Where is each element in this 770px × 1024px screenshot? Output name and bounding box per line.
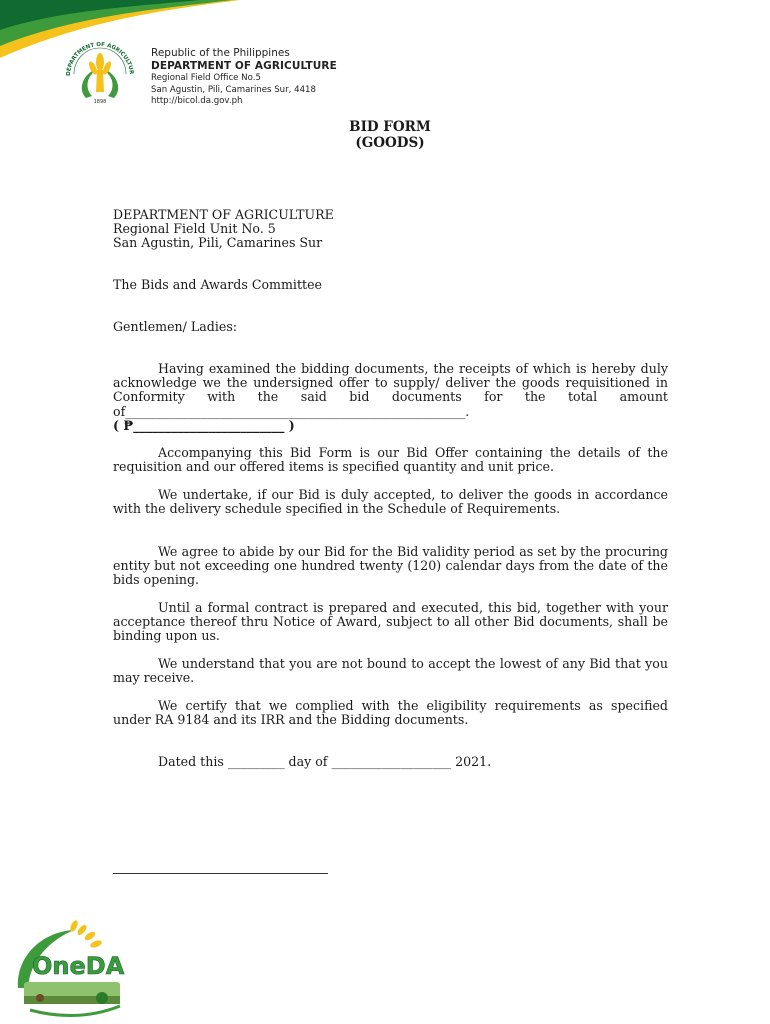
letterhead [64, 40, 364, 110]
form-title: BID FORM [349, 119, 431, 135]
svg-text:OneDA: OneDA [32, 952, 125, 980]
paragraph-2 [113, 446, 668, 474]
signature-line [113, 873, 328, 874]
amount-line: ( ₱________________________ ) [113, 418, 295, 433]
addressee-line-1: DEPARTMENT OF AGRICULTURE [113, 207, 334, 222]
salutation: Gentlemen/ Ladies: [113, 319, 238, 334]
department-of-agriculture-seal [64, 40, 136, 106]
paragraph-3-text: We undertake, if our Bid is duly accepted, to deliver the goods in accordance with the delivery schedule specified in the Schedule of Requirements. [113, 487, 668, 517]
svg-text:DEPARTMENT OF AGRICULTURE: DEPARTMENT OF AGRICULTUR [65, 41, 135, 77]
department-name: DEPARTMENT OF AGRICULTURE [151, 60, 337, 72]
addressee-line-3: San Agustin, Pili, Camarines Sur [113, 235, 323, 250]
paragraph-5 [113, 601, 668, 644]
paragraph-1-text: Having examined the bidding documents, the receipts of which is hereby duly acknowledge we the undersigned offer to supply/ deliver the goods requisitioned in Conformity with the said bid documents for the total amount of______________________________________________________. [113, 361, 668, 419]
office-address: San Agustin, Pili, Camarines Sur, 4418 [151, 84, 316, 95]
paragraph-7-text: We certify that we complied with the eligibility requirements as specified under RA 9184 and its IRR and the Bidding documents. [113, 698, 668, 728]
republic-line: Republic of the Philippines [151, 47, 290, 59]
svg-text:1898: 1898 [93, 99, 107, 105]
oneda-logo [10, 918, 130, 1022]
addressee-line-2: Regional Field Unit No. 5 [113, 221, 276, 236]
office-name: Regional Field Office No.5 [151, 73, 261, 83]
paragraph-3 [113, 488, 668, 516]
paragraph-4-text: We agree to abide by our Bid for the Bid validity period as set by the procuring entity but not exceeding one hundred twenty (120) calendar days from the date of the bids opening. [113, 544, 668, 588]
paragraph-2-text: Accompanying this Bid Form is our Bid Offer containing the details of the requisition and our offered items is specified quantity and unit price. [113, 445, 668, 475]
dated-line-text: Dated this _________ day of ___________________ 2021. [158, 754, 492, 769]
paragraph-6-text: We understand that you are not bound to accept the lowest of any Bid that you may receive. [113, 656, 668, 686]
website: http://bicol.da.gov.ph [151, 96, 243, 106]
committee-line: The Bids and Awards Committee [113, 277, 322, 292]
paragraph-6 [113, 657, 668, 685]
form-subtitle: (GOODS) [355, 135, 425, 151]
paragraph-1 [113, 362, 668, 419]
addressee-block [113, 208, 334, 250]
paragraph-4 [113, 545, 668, 588]
dated-line [113, 755, 668, 769]
paragraph-5-text: Until a formal contract is prepared and executed, this bid, together with your acceptance thereof thru Notice of Award, subject to all other Bid documents, shall be binding upon us. [113, 600, 668, 644]
paragraph-7 [113, 699, 668, 727]
